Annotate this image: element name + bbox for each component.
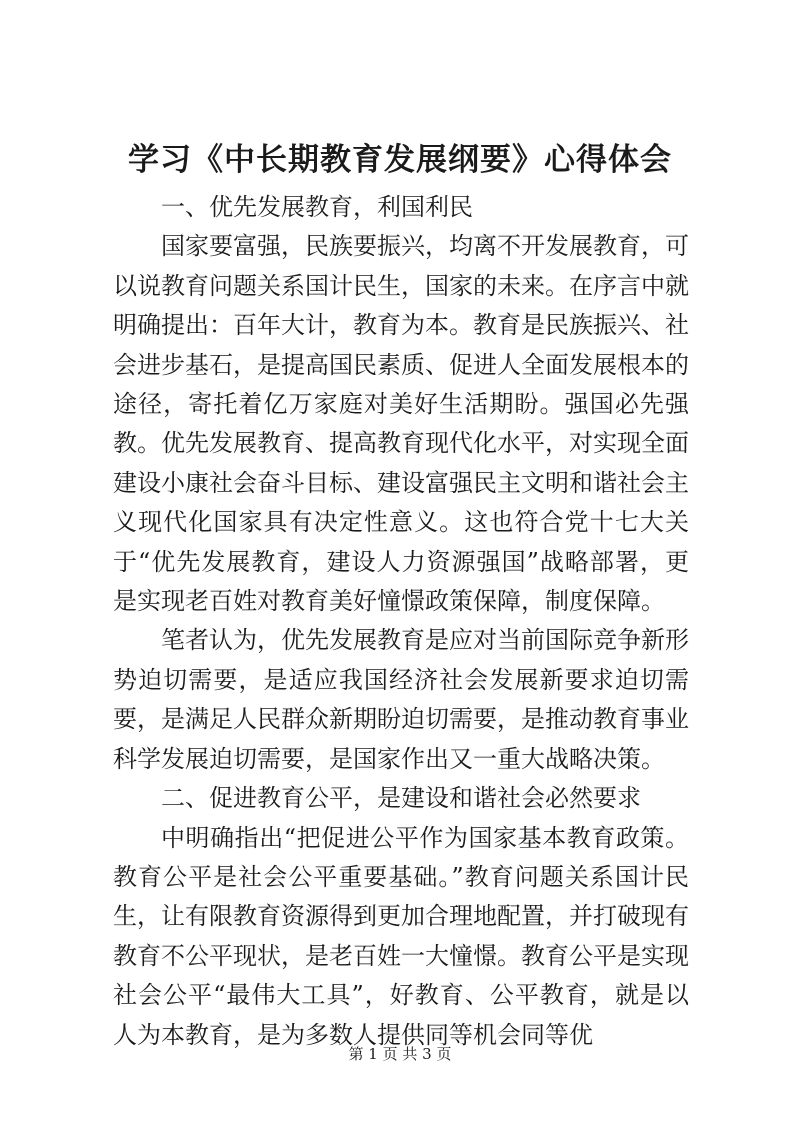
page-footer: 第 1 页 共 3 页 bbox=[348, 1045, 452, 1063]
paragraph-2: 笔者认为，优先发展教育是应对当前国际竞争新形势迫切需要，是适应我国经济社会发展新要求迫切需要，是满足人民群众新期盼迫切需要，是推动教育事业科学发展迫切需要，是国家作出又一重大战略决策。 bbox=[113, 626, 689, 773]
section-heading-1: 一、优先发展教育，利国利民 bbox=[161, 193, 473, 221]
paragraph-1: 国家要富强，民族要振兴，均离不开发展教育，可以说教育问题关系国计民生，国家的未来。在序言中就明确提出：百年大计，教育为本。教育是民族振兴、社会进步基石，是提高国民素质、促进人全面发展根本的途径，寄托着亿万家庭对美好生活期盼。强国必先强教。优先发展教育、提高教育现代化水平，对实现全面建设小康社会奋斗目标、建设富强民主文明和谐社会主义现代化国家具有决定性意义。这也符合党十七大关于“优先发展教育，建设人力资源强国”战略部署，更是实现老百姓对教育美好憧憬政策保障，制度保障。 bbox=[113, 232, 689, 616]
document-title: 学习《中长期教育发展纲要》心得体会 bbox=[128, 142, 672, 178]
paragraph-3: 中明确指出“把促进公平作为国家基本教育政策。教育公平是社会公平重要基础。”教育问题关系国计民生，让有限教育资源得到更加合理地配置，并打破现有教育不公平现状，是老百姓一大憧憬。教育公平是实现社会公平“最伟大工具”，好教育、公平教育，就是以人为本教育，是为多数人提供同等机会同等优 bbox=[113, 823, 689, 1049]
section-heading-2: 二、促进教育公平，是建设和谐社会必然要求 bbox=[161, 784, 641, 813]
document-body bbox=[113, 188, 689, 1055]
